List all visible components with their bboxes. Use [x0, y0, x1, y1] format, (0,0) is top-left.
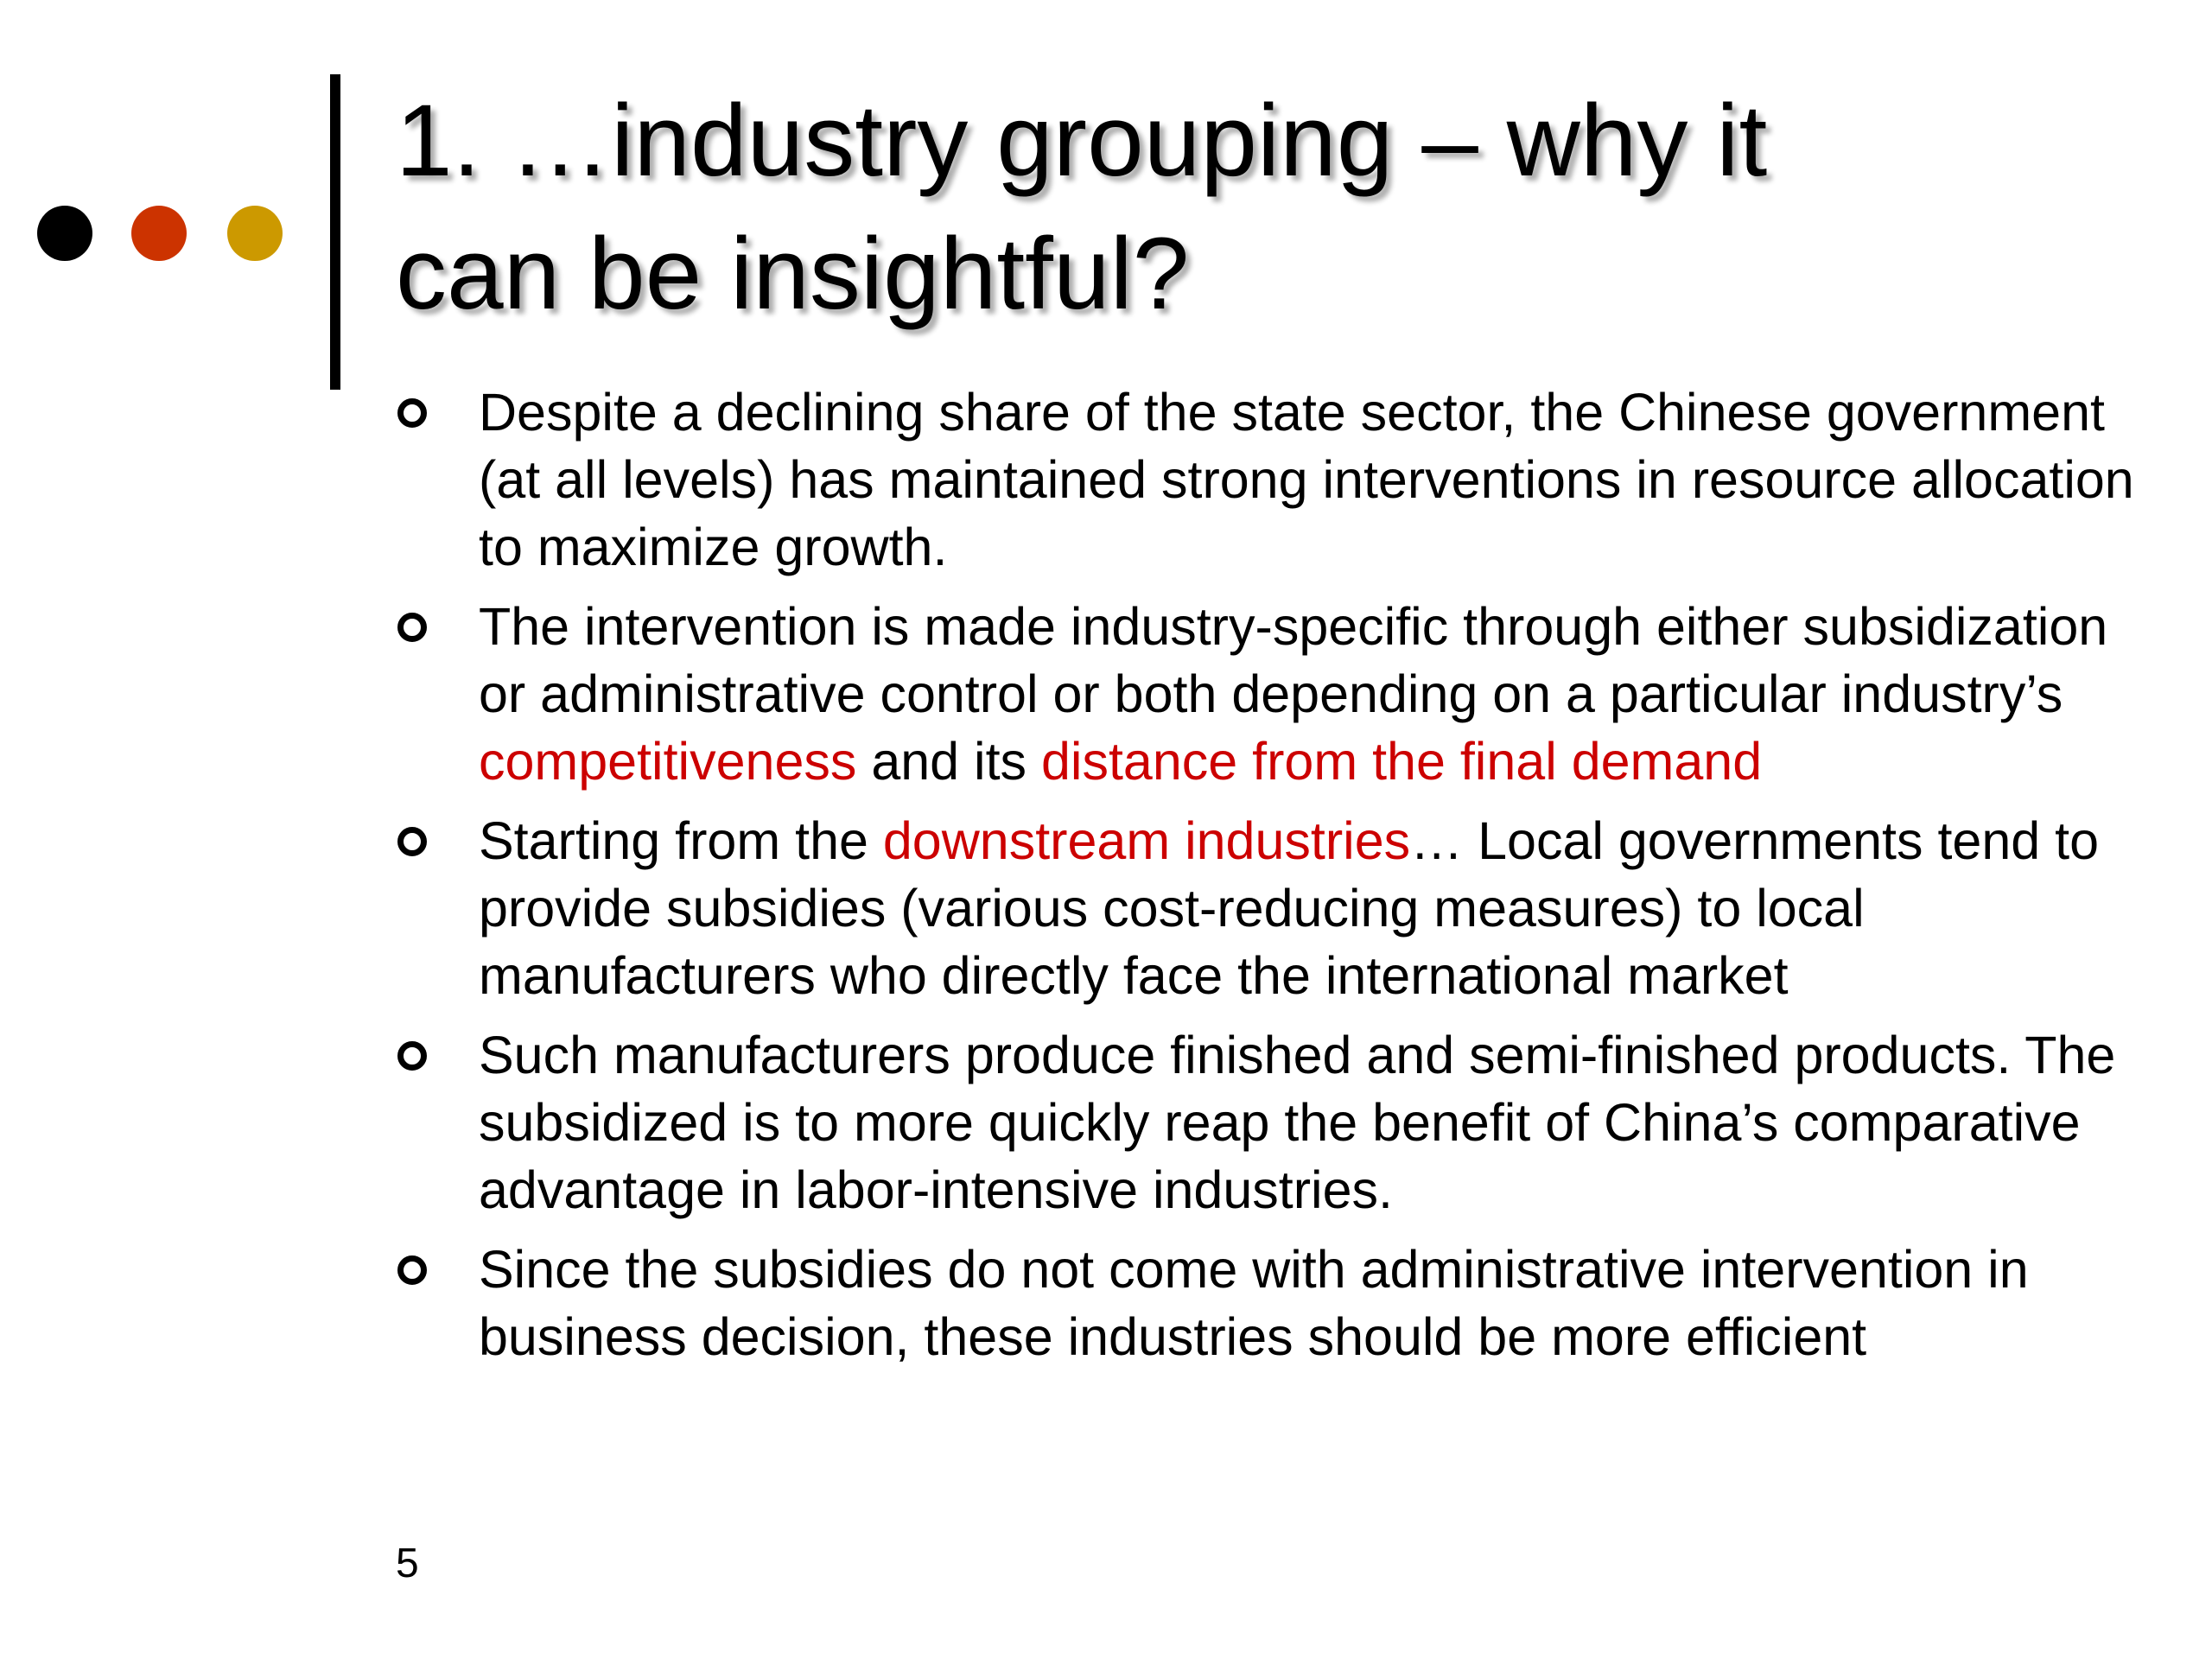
hollow-circle-bullet-icon — [397, 1041, 427, 1071]
bullet-text: Starting from the — [479, 811, 883, 870]
red-dot-icon — [131, 206, 187, 261]
bullet-text: Since the subsidies do not come with administrative intervention in business decision, these industries should be more efficient — [479, 1240, 2029, 1366]
slide-title-line-2: can be insightful? — [396, 217, 1190, 331]
hollow-circle-bullet-icon — [397, 827, 427, 856]
highlighted-text: distance from the final demand — [1041, 732, 1763, 791]
bullet-item — [391, 807, 2162, 1009]
bullet-text: and its — [856, 732, 1041, 791]
page-number: 5 — [396, 1541, 419, 1586]
bullet-text: Despite a declining share of the state sector, the Chinese government (at all levels) has maintained strong interventions in resource allocation to maximize growth. — [479, 383, 2134, 576]
bullet-item — [391, 378, 2162, 581]
hollow-circle-bullet-icon — [397, 398, 427, 428]
hollow-circle-bullet-icon — [397, 613, 427, 642]
title-divider — [330, 74, 340, 390]
black-dot-icon — [37, 206, 92, 261]
bullet-list — [391, 378, 2162, 1382]
gold-dot-icon — [227, 206, 283, 261]
hollow-circle-bullet-icon — [397, 1255, 427, 1285]
highlighted-text: competitiveness — [479, 732, 857, 791]
bullet-item — [391, 1021, 2162, 1224]
bullet-item — [391, 1236, 2162, 1370]
slide-title-line-1: 1. …industry grouping – why it — [396, 84, 1768, 198]
slide-title — [396, 74, 2124, 340]
bullet-text: The intervention is made industry-specific through either subsidization or administrative control or both depending on a particular industry’s — [479, 597, 2108, 723]
bullet-text: … Local governments tend to provide subsidies (various cost-reducing measures) to local manufacturers who directly face the international market — [479, 811, 2099, 1005]
highlighted-text: downstream industries — [882, 811, 1411, 870]
bullet-text: Such manufacturers produce finished and semi-finished products. The subsidized is to more quickly reap the benefit of China’s comparative advantage in labor-intensive industries. — [479, 1026, 2116, 1219]
bullet-item — [391, 593, 2162, 795]
